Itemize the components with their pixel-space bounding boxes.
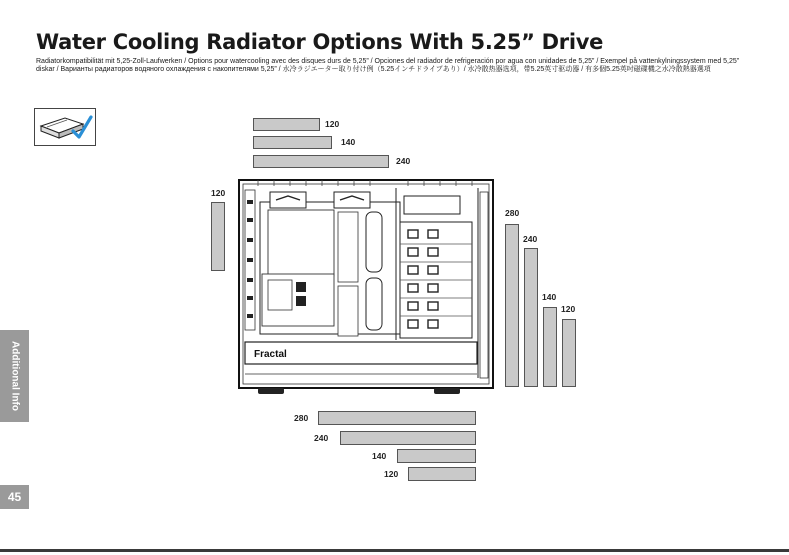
bottom-radiator-240-label: 240 [314, 433, 329, 443]
front-radiator-280-label: 280 [505, 208, 520, 218]
page-subtitle: Radiatorkompatibilität mit 5,25-Zoll-Laufwerken / Options pour watercooling avec des disques durs de 5,25” / Opciones del radiador de refrigeración por agua con unidades de 5,25” / Exempel på vattenkylningssystem med 5,25” diskar / Варианты радиаторов водяного охлаждения с накопителями 5,25” / 水冷ラジエーター取り付け例（5.25インチドライブあり）/ 水冷散热器选项，带5.25英寸驱动器 / 有多個5.25英吋磁碟機之水冷散熱器選項 [36, 58, 740, 74]
page-number: 45 [0, 485, 29, 509]
front-radiator-280 [505, 224, 519, 387]
bottom-radiator-120-label: 120 [384, 469, 399, 479]
top-radiator-120-label: 120 [325, 119, 340, 129]
case-side-view [238, 178, 496, 402]
bottom-radiator-280-label: 280 [294, 413, 309, 423]
case-brand-logo: Fractal [254, 349, 287, 360]
front-radiator-140 [543, 307, 557, 387]
section-side-tab [0, 330, 29, 422]
front-radiator-120 [562, 319, 576, 387]
drive-compatible-badge [34, 108, 96, 146]
bottom-radiator-280 [318, 411, 476, 425]
front-radiator-240-label: 240 [523, 234, 538, 244]
top-radiator-240 [253, 155, 389, 168]
rear-radiator-120-label: 120 [211, 188, 226, 198]
front-radiator-240 [524, 248, 538, 387]
drive-bay-checkmark-icon [35, 109, 95, 145]
front-radiator-140-label: 140 [542, 292, 557, 302]
bottom-radiator-240 [340, 431, 476, 445]
section-side-tab-label: Additional Info [9, 341, 20, 411]
page-title: Water Cooling Radiator Options With 5.25” Drive [36, 30, 604, 54]
footer-rule [0, 549, 789, 552]
bottom-radiator-120 [408, 467, 476, 481]
bottom-radiator-140 [397, 449, 476, 463]
rear-radiator-120 [211, 202, 225, 271]
top-radiator-240-label: 240 [396, 156, 411, 166]
top-radiator-140 [253, 136, 332, 149]
front-radiator-120-label: 120 [561, 304, 576, 314]
top-radiator-140-label: 140 [341, 137, 356, 147]
bottom-radiator-140-label: 140 [372, 451, 387, 461]
top-radiator-120 [253, 118, 320, 131]
